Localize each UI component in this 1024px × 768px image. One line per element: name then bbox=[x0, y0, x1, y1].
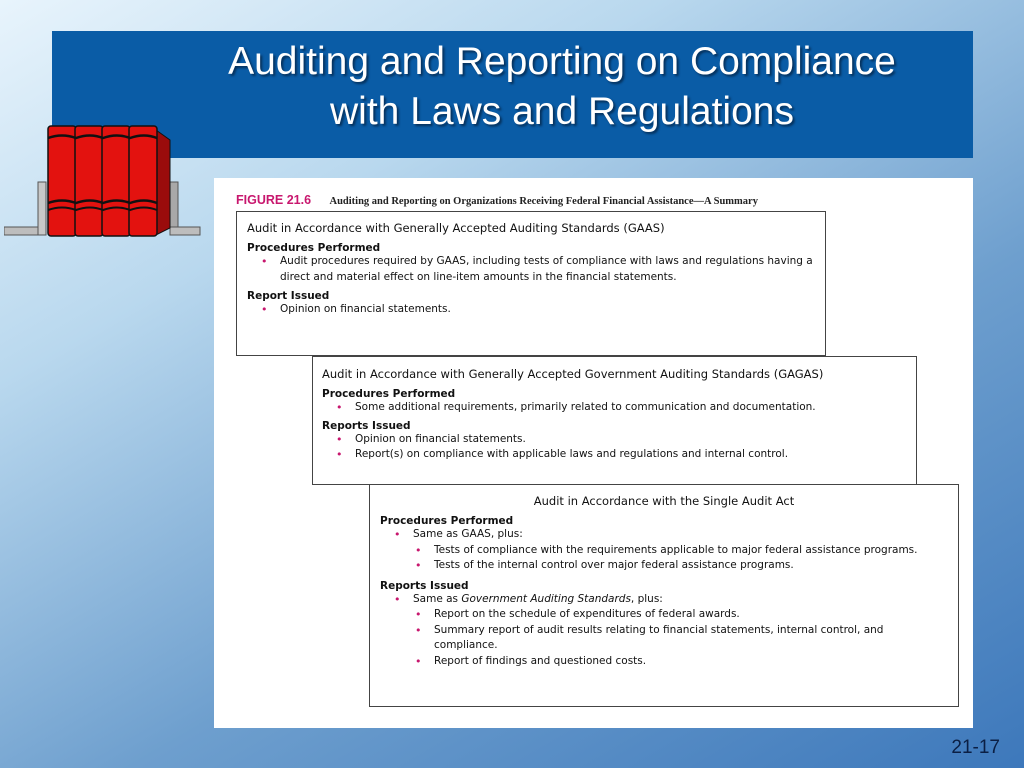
gagas-box bbox=[312, 356, 917, 485]
reports-intro-suffix: , plus: bbox=[630, 592, 663, 605]
gagas-procedures-label: Procedures Performed bbox=[322, 388, 456, 400]
books-icon bbox=[4, 120, 204, 240]
slide-title-line1: Auditing and Reporting on Compliance bbox=[228, 40, 896, 83]
list-item bbox=[392, 592, 948, 670]
single-audit-procedures-label: Procedures Performed bbox=[380, 515, 514, 527]
list-item: • Some additional requirements, primarily related to communication and documentation. bbox=[334, 400, 907, 416]
single-audit-procedures-intro: Same as GAAS, plus: bbox=[413, 528, 523, 540]
page-number: 21-17 bbox=[951, 737, 1000, 758]
figure-label: FIGURE 21.6 bbox=[236, 193, 312, 207]
single-audit-procedures-list bbox=[392, 527, 948, 574]
reports-intro-prefix: Same as bbox=[413, 592, 462, 605]
slide-title bbox=[172, 37, 952, 137]
gaas-procedures-label: Procedures Performed bbox=[247, 242, 381, 254]
gaas-reports-list bbox=[259, 302, 815, 318]
list-item: • Report on the schedule of expenditures of federal awards. bbox=[413, 607, 948, 623]
single-audit-box bbox=[369, 484, 959, 707]
list-item: • Opinion on financial statements. bbox=[259, 302, 815, 318]
gaas-report-label: Report Issued bbox=[247, 290, 330, 302]
list-item: • Summary report of audit results relating to financial statements, internal control, and compliance. bbox=[413, 623, 948, 654]
gaas-box bbox=[236, 211, 826, 356]
single-audit-heading: Audit in Accordance with the Single Audit Act bbox=[533, 494, 795, 508]
list-item: • Audit procedures required by GAAS, including tests of compliance with laws and regulations having a direct and material effect on line-item amounts in the financial statements. bbox=[259, 254, 815, 285]
figure-caption bbox=[236, 191, 758, 209]
gagas-procedures-list bbox=[334, 400, 907, 416]
single-audit-reports-sublist bbox=[413, 607, 948, 669]
single-audit-procedures-sublist bbox=[413, 543, 948, 574]
slide-title-line2: with Laws and Regulations bbox=[330, 90, 794, 133]
single-audit-reports-label: Reports Issued bbox=[380, 579, 469, 592]
list-item bbox=[392, 527, 948, 574]
list-item: • Opinion on financial statements. bbox=[334, 432, 907, 448]
list-item: • Tests of compliance with the requirements applicable to major federal assistance programs. bbox=[413, 543, 948, 559]
gagas-reports-list bbox=[334, 432, 907, 463]
list-item: • Tests of the internal control over major federal assistance programs. bbox=[413, 558, 948, 574]
single-audit-reports-intro bbox=[413, 593, 663, 605]
gagas-heading: Audit in Accordance with Generally Accepted Government Auditing Standards (GAGAS) bbox=[322, 367, 824, 381]
list-item: • Report of findings and questioned costs. bbox=[413, 654, 948, 670]
reports-intro-italic: Government Auditing Standards bbox=[461, 592, 631, 605]
gaas-procedures-list bbox=[259, 254, 815, 285]
figure-title: Auditing and Reporting on Organizations Receiving Federal Financial Assistance—A Summary bbox=[329, 196, 758, 207]
list-item: • Report(s) on compliance with applicable laws and regulations and internal control. bbox=[334, 447, 907, 463]
single-audit-reports-list bbox=[392, 592, 948, 670]
figure-panel bbox=[214, 178, 973, 728]
gaas-heading: Audit in Accordance with Generally Accepted Auditing Standards (GAAS) bbox=[247, 221, 665, 235]
gagas-reports-label: Reports Issued bbox=[322, 419, 411, 432]
